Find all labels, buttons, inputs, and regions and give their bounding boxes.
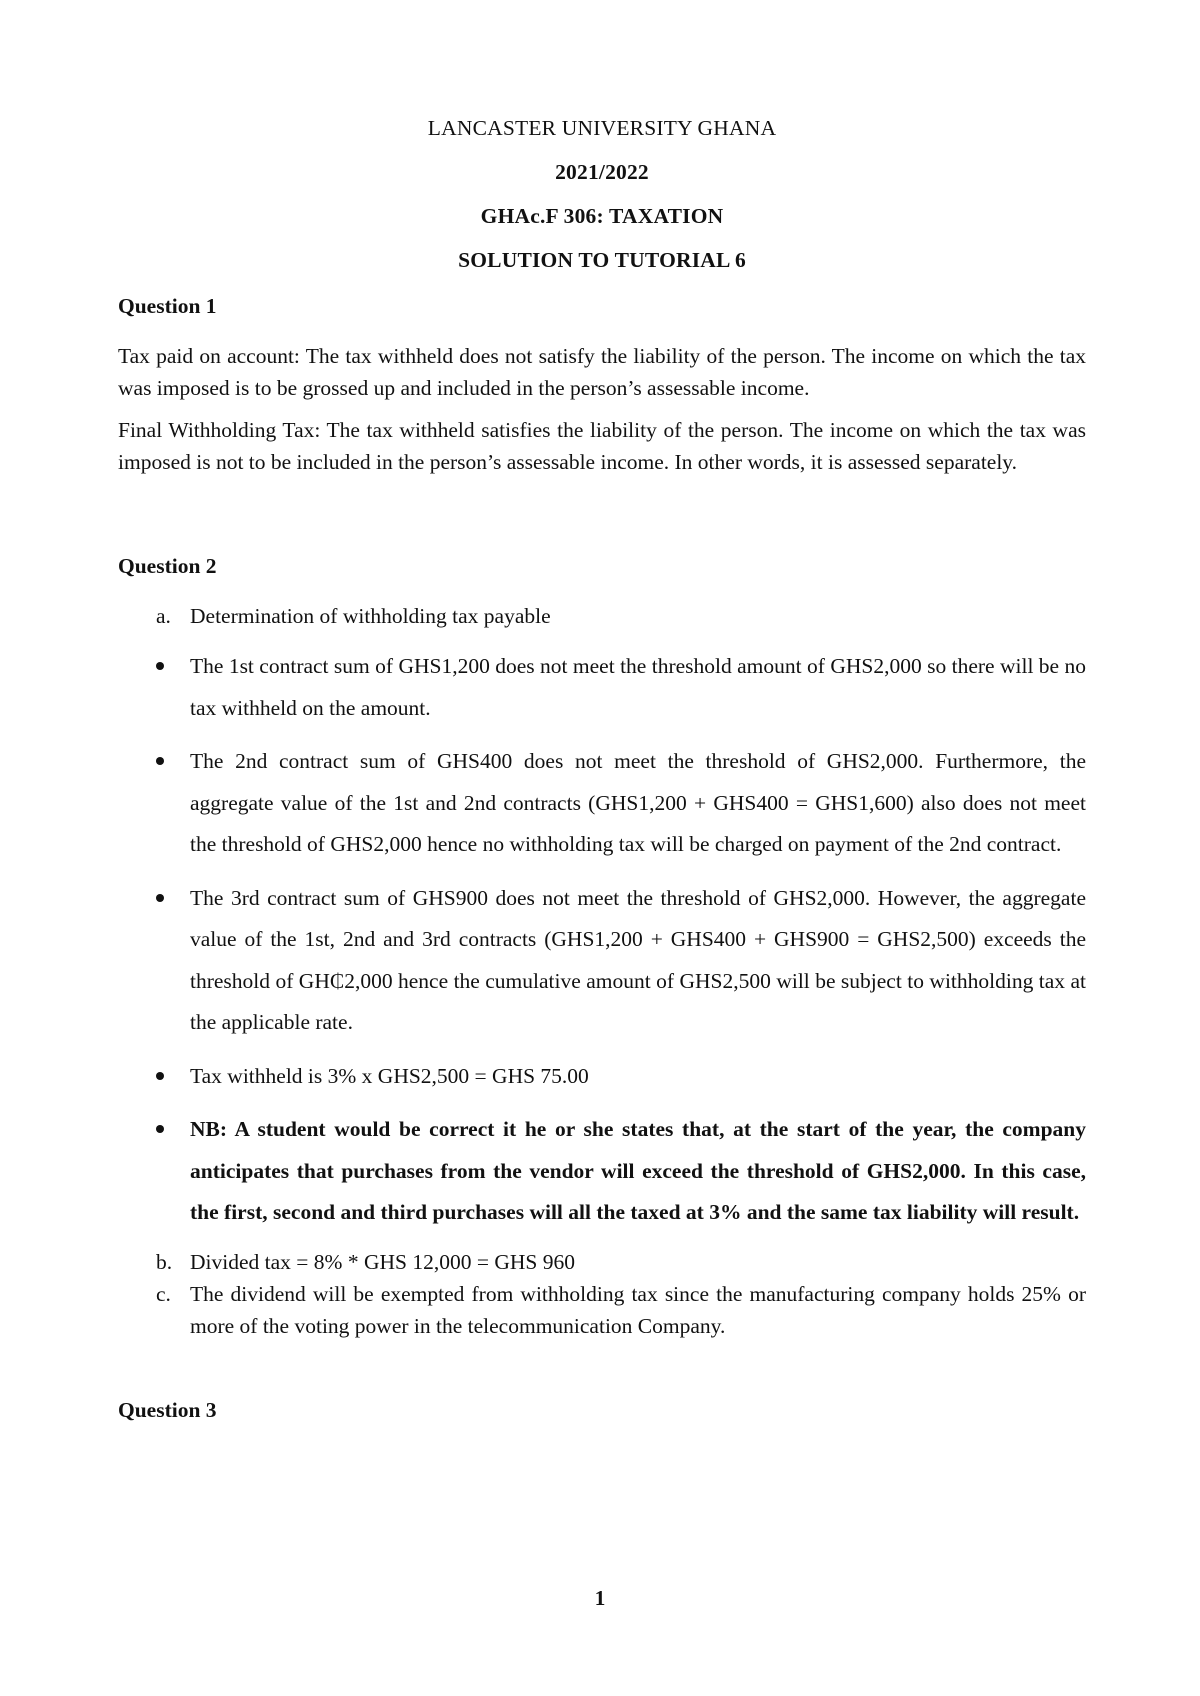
question-2-item-b (118, 1246, 1086, 1278)
nb-note-text: NB: A student would be correct it he or she states that, at the start of the year, the company anticipates that purchases from the vendor will exceed the threshold of GHS2,000. In this case, the first, second and third purchases will all the taxed at 3% and the same tax liability will result. (190, 1117, 1086, 1224)
bullet-text: The 3rd contract sum of GHS900 does not meet the threshold of GHS2,000. However, the aggregate value of the 1st, 2nd and 3rd contracts (GHS1,200 + GHS400 + GHS900 = GHS2,500) exceeds the threshold of GH₵2,000 hence the cumulative amount of GHS2,500 will be subject to withholding tax at the applicable rate. (190, 885, 1086, 1034)
item-text: Determination of withholding tax payable (190, 604, 551, 628)
bullet-item (118, 741, 1086, 866)
university-name: LANCASTER UNIVERSITY GHANA (427, 116, 777, 140)
bullet-icon (118, 1109, 190, 1151)
item-letter: c. (156, 1281, 171, 1306)
bullet-item (118, 878, 1086, 1044)
document-body (118, 112, 1086, 1426)
question-1-paragraph-tax-on-account: Tax paid on account: The tax withheld does not satisfy the liability of the person. The income on which the tax was imposed is to be grossed up and included in the person’s assessable income. (118, 344, 1086, 400)
question-2-item-a (118, 600, 1086, 632)
academic-year: 2021/2022 (555, 160, 649, 184)
document-title: SOLUTION TO TUTORIAL 6 (458, 248, 746, 272)
item-letter: b. (156, 1249, 173, 1274)
bullet-text: The 2nd contract sum of GHS400 does not meet the threshold of GHS2,000. Furthermore, the aggregate value of the 1st and 2nd contracts (GHS1,200 + GHS400 = GHS1,600) also does not meet the threshold of GHS2,000 hence no withholding tax will be charged on payment of the 2nd contract. (190, 749, 1086, 856)
question-3-heading: Question 3 (118, 1397, 217, 1422)
question-1-paragraph-final-withholding: Final Withholding Tax: The tax withheld satisfies the liability of the person. The income on which the tax was imposed is not to be included in the person’s assessable income. In other words, it is assessed separately. (118, 418, 1086, 474)
item-text: The dividend will be exempted from withholding tax since the manufacturing company holds 25% or more of the voting power in the telecommunication Company. (190, 1281, 1086, 1338)
course-title: GHAc.F 306: TAXATION (480, 204, 724, 228)
question-2-heading: Question 2 (118, 554, 217, 578)
question-1-heading: Question 1 (118, 294, 217, 318)
bullet-item (118, 1056, 1086, 1098)
bullet-text: The 1st contract sum of GHS1,200 does not meet the threshold amount of GHS2,000 so there will be no tax withheld on the amount. (190, 654, 1086, 720)
question-2-item-c (118, 1278, 1086, 1342)
bullet-icon (118, 1056, 190, 1098)
bullet-text: Tax withheld is 3% x GHS2,500 = GHS 75.00 (190, 1063, 589, 1088)
item-letter: a. (156, 604, 171, 628)
item-text: Divided tax = 8% * GHS 12,000 = GHS 960 (190, 1249, 575, 1274)
bullet-icon (118, 878, 190, 920)
nb-bullet-item (118, 1109, 1086, 1234)
page-number: 1 (594, 1586, 606, 1610)
bullet-icon (118, 646, 190, 688)
bullet-icon (118, 741, 190, 783)
bullet-item (118, 646, 1086, 729)
